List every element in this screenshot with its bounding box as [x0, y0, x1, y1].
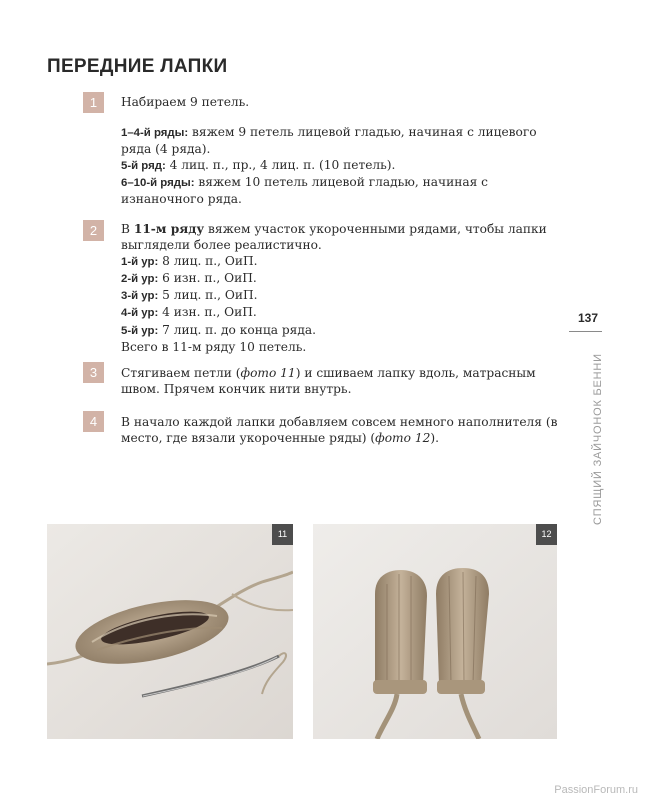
step-4-text: В начало каждой лапки добавляем совсем немного наполнителя (в место, где вязали укороченные ряды) (фото 12).: [121, 415, 558, 446]
step-1-row-2: 5-й ряд: 4 лиц. п., пр., 4 лиц. п. (10 петель).: [121, 158, 396, 173]
photo-12-label: 12: [536, 524, 557, 545]
photo-11: [47, 524, 293, 739]
step-2-text: [121, 221, 561, 355]
step-2-outro: Всего в 11-м ряду 10 петель.: [121, 339, 307, 354]
section-title: ПЕРЕДНИЕ ЛАПКИ: [47, 56, 228, 77]
photo-11-image: [47, 524, 293, 739]
step-2-row-5: 5-й ур: 7 лиц. п. до конца ряда.: [121, 322, 316, 337]
step-1-intro: Набираем 9 петель.: [121, 95, 250, 109]
step-3-text: Стягиваем петли (фото 11) и сшиваем лапку вдоль, матрасным швом. Прячем кончик нити внутрь.: [121, 366, 536, 397]
page-number-rule: [569, 331, 602, 332]
photo-12: [313, 524, 557, 739]
step-2-row-4: 4-й ур: 4 изн. п., ОиП.: [121, 305, 257, 320]
step-number-4: 4: [83, 411, 104, 432]
step-2-row-1: 1-й ур: 8 лиц. п., ОиП.: [121, 254, 258, 269]
page-number: 137: [578, 311, 599, 325]
step-number-2: 2: [83, 220, 104, 241]
step-number-3: 3: [83, 362, 104, 383]
step-1-text: [121, 94, 561, 208]
step-2-row-3: 3-й ур: 5 лиц. п., ОиП.: [121, 288, 258, 303]
step-2-intro: В 11-м ряду вяжем участок укороченными рядами, чтобы лапки выглядели более реалистично.: [121, 222, 547, 253]
photo-12-image: [313, 524, 557, 739]
step-1-row-1: 1–4-й ряды: вяжем 9 петель лицевой гладью, начиная с лицевого ряда (4 ряда).: [121, 125, 537, 157]
photo-11-label: 11: [272, 524, 293, 545]
step-2-row-2: 2-й ур: 6 изн. п., ОиП.: [121, 271, 257, 286]
step-1-row-3: 6–10-й ряды: вяжем 10 петель лицевой гладью, начиная с изнаночного ряда.: [121, 175, 488, 207]
watermark: PassionForum.ru: [554, 784, 638, 796]
running-head: СПЯЩИЙ ЗАЙЧОНОК БЕННИ: [592, 353, 604, 525]
step-number-1: 1: [83, 92, 104, 113]
